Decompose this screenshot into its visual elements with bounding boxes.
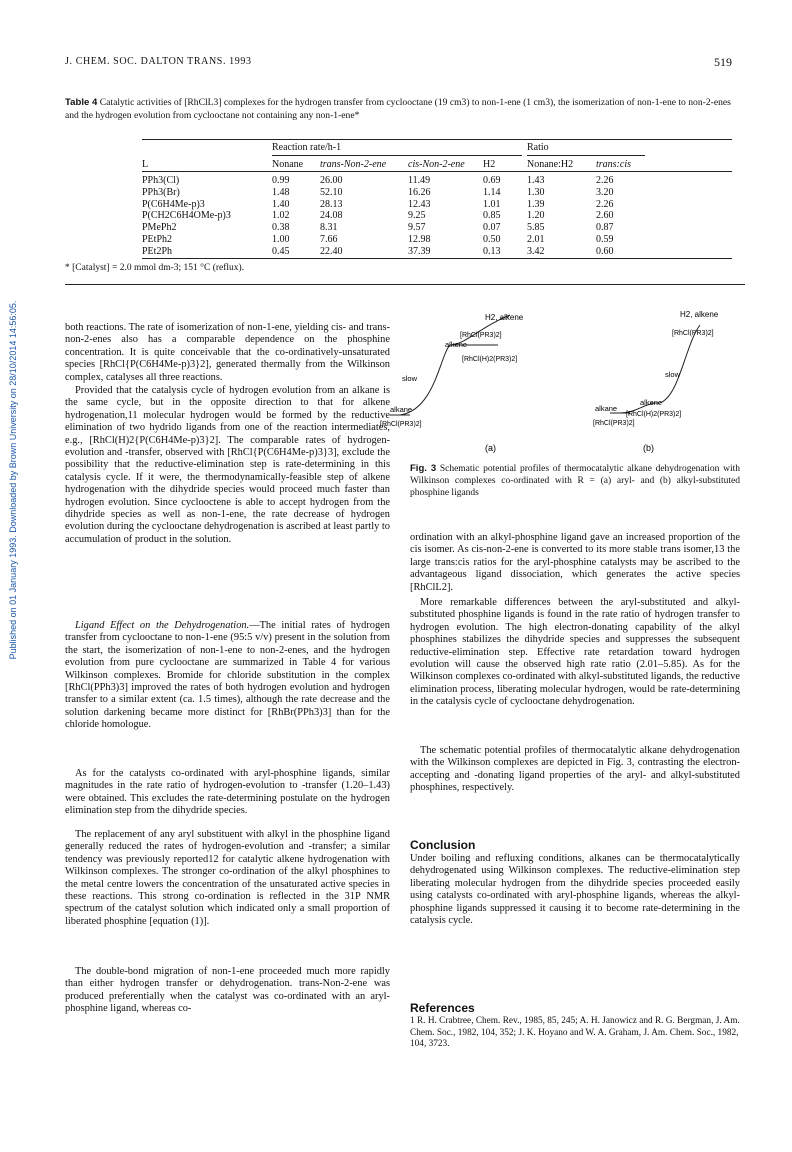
table-row-ligand: PMePh2 bbox=[142, 222, 177, 234]
b-mid-alkene: alkene bbox=[640, 398, 663, 407]
figure-caption bbox=[410, 463, 740, 499]
table-cell: 0.85 bbox=[483, 210, 501, 222]
b-bottom-complex: [RhCl(PR3)2] bbox=[593, 420, 635, 427]
download-note: Published on 01 January 1993. Downloaded by Brown University on 28/10/2014 14:56:05. bbox=[8, 300, 18, 660]
table-cell: 0.87 bbox=[596, 222, 614, 234]
table-caption-text: Catalytic activities of [RhClL3] complexes for the hydrogen transfer from cyclooctane (19 cm3) to non-1-ene (1 cm3), the isomerization of non-1-ene to non-2-enes and the hydrogen evolution from cyclooctane not containing any non-1-ene* bbox=[65, 97, 731, 121]
a-slow-label: slow bbox=[402, 374, 418, 383]
left-paragraph-1: both reactions. The rate of isomerization of non-1-ene, yielding cis- and trans-non-2-enes also has a comparable dependence on the phosphine concentration. It is quite conceivable that the co-ordinatively-unsaturated species [RhCl{P(C6H4Me-p)3}2], generated thermally from the Wilkinson complex, catalyses all three reactions. bbox=[65, 322, 390, 383]
table-cell: 1.30 bbox=[527, 186, 545, 198]
left-paragraph-3-text: —The initial rates of hydrogen transfer from cyclooctane to non-1-ene (95:5 v/v) present in the solution from the start, the isomerization of non-1-ene to non-2-enes, and the hydrogen evolution from pure cyclooctane are summarized in Table 4 for various Wilkinson complexes. Bromide for chloride substitution in the complex [RhCl(PPh3)3] improved the rates of both hydrogen evolution and hydrogen transfer to a similar extent (ca. 1.5 times), although the rate decrease and the solution darkening became more distinct for [RhBr(PPh3)3] than for the chloride homologue. bbox=[65, 620, 390, 731]
table-row-ligand: PEtPh2 bbox=[142, 234, 173, 245]
table-cell: 2.01 bbox=[527, 234, 545, 245]
table-cell: 2.26 bbox=[596, 175, 614, 186]
a-mid-complex: [RhCl(H)2(PR3)2] bbox=[462, 356, 518, 363]
table-cell: 11.49 bbox=[408, 175, 431, 186]
table-cell: 24.08 bbox=[320, 210, 343, 222]
right-paragraph-3: The schematic potential profiles of thermocatalytic alkane dehydrogenation with the Wilkinson complexes are depicted in Fig. 3, contrasting the electron-accepting and -donating ligand properties of the aryl- and alkyl-substituted phosphines, respectively. bbox=[410, 745, 740, 794]
potential-profile-figure bbox=[380, 305, 740, 455]
download-watermark bbox=[3, 280, 17, 680]
table-cell: 0.45 bbox=[272, 245, 290, 257]
reference-1: 1 R. H. Crabtree, Chem. Rev., 1985, 85, 245; A. H. Janowicz and R. G. Bergman, J. Am. Chem. Soc., 1982, 104, 352; J. K. Hoyano and W. A. Graham, J. Am. Chem. Soc., 1982, 104, 3723. bbox=[410, 1016, 740, 1050]
table-cell: 1.01 bbox=[483, 198, 501, 210]
table-cell: 37.39 bbox=[408, 245, 431, 257]
col-header-cis: cis-Non-2-ene bbox=[408, 159, 465, 170]
a-mid-alkene: alkene bbox=[445, 340, 468, 349]
section-ligand-effect: Ligand Effect on the Dehydrogenation. bbox=[75, 620, 250, 631]
table-cell: 0.38 bbox=[272, 222, 290, 234]
table-cell: 52.10 bbox=[320, 186, 343, 198]
a-top-label: H2, alkene bbox=[485, 313, 524, 322]
b-top-label: H2, alkene bbox=[680, 310, 719, 319]
right-paragraph-2: More remarkable differences between the aryl-substituted and alkyl-substituted phosphine ligands is found in the rate ratio of hydrogen transfer to hydrogen evolution. The high electron-donating capability of the alkyl phosphines stabilizes the dihydride species and suppresses the subsequent reductive-elimination step. Effective rate retardation toward hydrogen evolution will cause the observed high rate ratio (2.01–5.85). As for the Wilkinson complexes co-ordinated with alkyl-substituted ligands, the reductive elimination process, liberating molecular hydrogen, would be rate-determining in the catalysis cycle of cyclooctane dehydrogenation. bbox=[410, 597, 740, 708]
profile-a bbox=[390, 315, 510, 415]
table-cell: 3.42 bbox=[527, 245, 545, 257]
table-cell: 0.99 bbox=[272, 175, 290, 186]
table-cell: 12.43 bbox=[408, 198, 431, 210]
table-cell: 2.26 bbox=[596, 198, 614, 210]
right-paragraph-1: ordination with an alkyl-phosphine ligand gave an increased proportion of the cis isomer. As cis-non-2-ene is converted to its more stable trans isomer,13 the large trans:cis ratios for the aryl-phosphine catalysts may be ascribed to the advantageous ligand dissociation, which generates the active species [RhClL2]. bbox=[410, 532, 740, 593]
b-slow-label: slow bbox=[665, 370, 681, 379]
table-row-ligand: PPh3(Cl) bbox=[142, 175, 180, 186]
b-top-complex: [RhCl(PR3)2] bbox=[672, 330, 714, 337]
table-cell: 22.40 bbox=[320, 245, 343, 257]
a-top-complex: [RhCl(PR3)2] bbox=[460, 332, 502, 339]
table-cell: 0.60 bbox=[596, 245, 614, 257]
col-header-h2: H2 bbox=[483, 159, 496, 170]
table-cell: 1.14 bbox=[483, 186, 501, 198]
table-cell: 16.26 bbox=[408, 186, 431, 198]
table-cell: 1.02 bbox=[272, 210, 290, 222]
table-cell: 5.85 bbox=[527, 222, 545, 234]
table-cell: 26.00 bbox=[320, 175, 343, 186]
left-paragraph-3 bbox=[65, 620, 390, 732]
table-cell: 1.48 bbox=[272, 186, 290, 198]
figure-caption-text: Schematic potential profiles of thermocatalytic alkane dehydrogenation with Wilkinson complexes co-ordinated with R = (a) aryl- and (b) alkyl-substituted phosphine ligands bbox=[410, 464, 740, 498]
col-header-trans-cis: trans:cis bbox=[596, 159, 631, 170]
b-mid-complex: [RhCl(H)2(PR3)2] bbox=[626, 411, 682, 418]
table-cell: 1.00 bbox=[272, 234, 290, 245]
table-row-ligand: P(CH2C6H4OMe-p)3 bbox=[142, 210, 231, 222]
col-header-trans: trans-Non-2-ene bbox=[320, 159, 387, 170]
conclusion-paragraph: Under boiling and refluxing conditions, alkanes can be thermocatalytically dehydrogenated using Wilkinson complexes. The reductive-elimination step liberating molecular hydrogen from the dihydride species proceeded easily using catalysts co-ordinated with aryl-phosphine ligands, whereas the alkyl-phosphine ligands suppressed it causing it to become rate-determining in the catalysis cycle. bbox=[410, 853, 740, 927]
table-cell: 2.60 bbox=[596, 210, 614, 222]
table-row-ligand: PEt2Ph bbox=[142, 245, 173, 257]
a-panel-label: (a) bbox=[485, 443, 496, 453]
table-cell: 8.31 bbox=[320, 222, 338, 234]
page-number: 519 bbox=[714, 55, 732, 69]
table-cell: 7.66 bbox=[320, 234, 338, 245]
table-cell: 9.57 bbox=[408, 222, 426, 234]
table-cell: 12.98 bbox=[408, 234, 431, 245]
left-paragraph-6: The double-bond migration of non-1-ene proceeded much more rapidly than either hydrogen transfer or dehydrogenation. trans-Non-2-ene was produced preferentially when the catalyst was co-ordinated with an aryl-phosphine ligand, whereas co- bbox=[65, 966, 390, 1015]
table-cell: 0.59 bbox=[596, 234, 614, 245]
col-header-nonane-h2: Nonane:H2 bbox=[527, 159, 574, 170]
group-rate-header: Reaction rate/h-1 bbox=[272, 142, 342, 153]
table-cell: 1.43 bbox=[527, 175, 545, 186]
table-cell: 3.20 bbox=[596, 186, 614, 198]
left-paragraph-2: Provided that the catalysis cycle of hydrogen evolution from an alkane is the same cycle, but in the opposite direction to that for alkene hydrogenation,11 molecular hydrogen would be formed by the reductive elimination of two hydrido ligands from one of the reaction intermediates, e.g., [RhCl(H)2{P(C6H4Me-p)3}2]. The comparable rates of hydrogen-evolution and -transfer, observed with [RhCl{P(C6H4Me-p)3}3], exclude the possibility that the reductive-elimination step is rate-determining in this catalysis cycle. If it were, the thermodynamically-feasible step of alkene hydrogenation with the dihydride species would proceed much faster than hydrogen evolution. Since cyclooctene is able to accept hydrogen from the dihydride species as well as non-1-ene, the rate decrease of hydrogen evolution during the cyclooctane dehydrogenation is ascribed at least partly to accumulation of product in the solution. bbox=[65, 385, 390, 545]
table-caption bbox=[65, 96, 745, 122]
table-cell: 9.25 bbox=[408, 210, 426, 222]
table-footnote: * [Catalyst] = 2.0 mmol dm-3; 151 °C (reflux). bbox=[65, 263, 245, 273]
table-cell: 1.39 bbox=[527, 198, 545, 210]
table-cell: 0.50 bbox=[483, 234, 501, 245]
table-cell: 0.07 bbox=[483, 222, 501, 234]
table-cell: 0.13 bbox=[483, 245, 501, 257]
table-cell: 28.13 bbox=[320, 198, 343, 210]
b-panel-label: (b) bbox=[643, 443, 654, 453]
table-cell: 1.20 bbox=[527, 210, 545, 222]
table-row-ligand: P(C6H4Me-p)3 bbox=[142, 198, 205, 210]
col-header-l: L bbox=[142, 159, 149, 170]
table-row-ligand: PPh3(Br) bbox=[142, 186, 180, 198]
figure-caption-label: Fig. 3 bbox=[410, 463, 437, 474]
table-caption-label: Table 4 bbox=[65, 97, 98, 108]
conclusion-heading: Conclusion bbox=[410, 838, 476, 852]
table-cell: 0.69 bbox=[483, 175, 501, 186]
left-paragraph-5: The replacement of any aryl substituent with alkyl in the phosphine ligand generally reduced the rates of hydrogen-evolution and -transfer; a similar tendency was previously reported12 for catalytic alkene hydrogenation with Wilkinson complexes. The stronger co-ordination of the alkyl phosphines to the metal centre lowers the concentration of the unsaturated active species in these reactions. This strong co-ordination is reflected in the 31P NMR spectrum of the catalyst solution which indicated only a small proportion of liberated phosphine [equation (1)]. bbox=[65, 829, 390, 927]
left-paragraph-4: As for the catalysts co-ordinated with aryl-phosphine ligands, similar magnitudes in the rate ratio of hydrogen-evolution to -transfer (1.20–1.43) were obtained. This excludes the rate-determining postulate on the hydrogen elimination step from the dihydride species. bbox=[65, 768, 390, 817]
a-bottom-alkane: alkane bbox=[390, 405, 413, 414]
journal-header: J. CHEM. SOC. DALTON TRANS. 1993 bbox=[65, 56, 252, 67]
col-header-nonane: Nonane bbox=[272, 159, 304, 170]
b-bottom-alkane: alkane bbox=[595, 404, 618, 413]
references-heading: References bbox=[410, 1001, 475, 1015]
group-ratio-header: Ratio bbox=[527, 142, 549, 153]
table-cell: 1.40 bbox=[272, 198, 290, 210]
a-bottom-complex: [RhCl(PR3)2] bbox=[380, 421, 422, 428]
